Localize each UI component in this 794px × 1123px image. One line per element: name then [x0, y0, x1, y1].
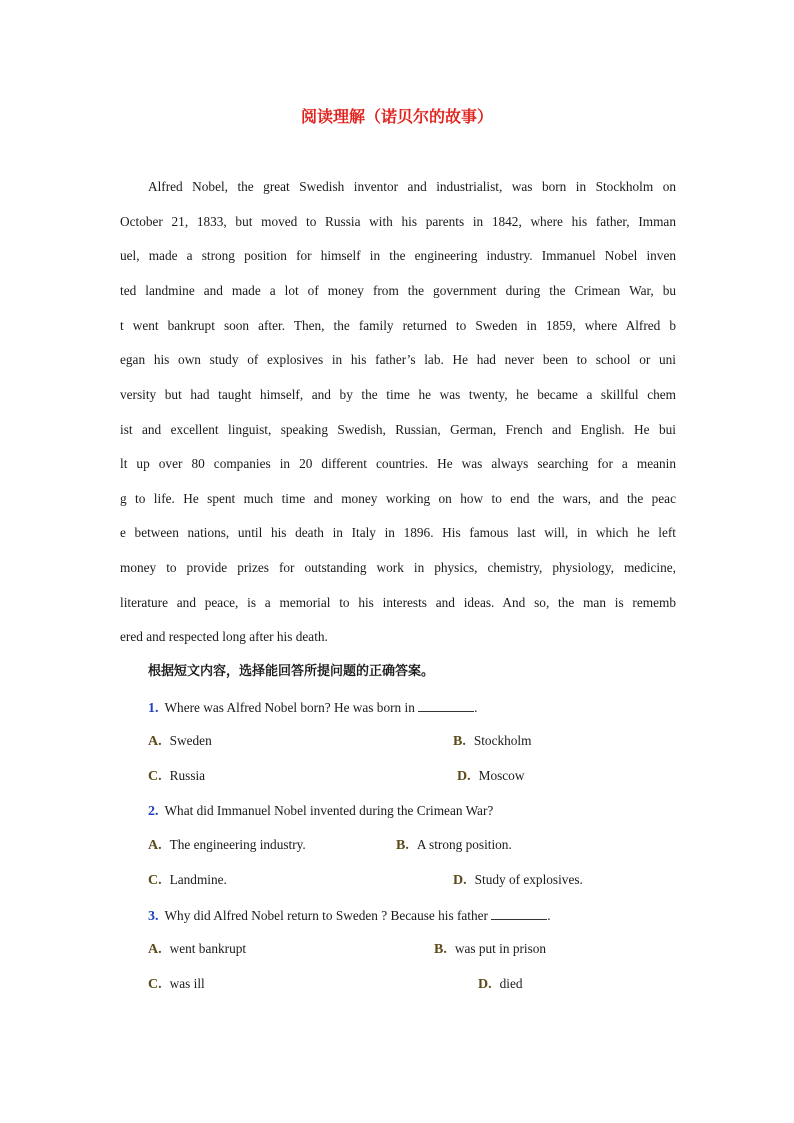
question-number: 3. — [148, 909, 159, 924]
option-text: died — [499, 976, 523, 991]
option-letter: D. — [457, 769, 471, 784]
option-letter: C. — [148, 873, 162, 888]
option-letter: B. — [434, 942, 447, 957]
question-number: 2. — [148, 804, 159, 819]
option-2c[interactable] — [148, 872, 227, 889]
question-2 — [148, 803, 493, 820]
option-letter: A. — [148, 734, 162, 749]
option-text: went bankrupt — [169, 941, 247, 956]
question-tail: . — [547, 908, 551, 923]
option-2a[interactable] — [148, 837, 306, 854]
option-letter: C. — [148, 977, 162, 992]
passage-line: versity but had taught himself, and by the time he was twenty, he became a skillful chem — [120, 387, 676, 402]
option-letter: D. — [478, 977, 492, 992]
option-1d[interactable] — [457, 768, 524, 785]
question-text: Where was Alfred Nobel born? He was born in — [164, 700, 415, 715]
passage-line: ist and excellent linguist, speaking Swedish, Russian, German, French and English. He bui — [120, 422, 676, 437]
passage-line: ted landmine and made a lot of money from the government during the Crimean War, bu — [120, 283, 676, 298]
passage-line: October 21, 1833, but moved to Russia with his parents in 1842, where his father, Imman — [120, 214, 676, 229]
option-letter: A. — [148, 942, 162, 957]
passage-line: t went bankrupt soon after. Then, the family returned to Sweden in 1859, where Alfred b — [120, 318, 676, 333]
instruction: 根据短文内容，选择能回答所提问题的正确答案。 — [148, 664, 435, 679]
option-letter: A. — [148, 838, 162, 853]
page-title: 阅读理解（诺贝尔的故事） — [300, 107, 493, 126]
question-text: Why did Alfred Nobel return to Sweden ? Because his father — [164, 908, 488, 923]
question-tail: . — [474, 700, 478, 715]
option-1c[interactable] — [148, 768, 205, 785]
answer-blank — [418, 699, 474, 712]
passage-line: literature and peace, is a memorial to his interests and ideas. And so, the man is rememb — [120, 595, 676, 610]
passage-line: e between nations, until his death in Italy in 1896. His famous last will, in which he left — [120, 525, 676, 540]
passage-line: lt up over 80 companies in 20 different countries. He was always searching for a meanin — [120, 456, 676, 471]
question-text: What did Immanuel Nobel invented during the Crimean War? — [164, 803, 494, 818]
option-text: Russia — [169, 768, 206, 783]
option-letter: D. — [453, 873, 467, 888]
option-letter: B. — [396, 838, 409, 853]
passage-line: ered and respected long after his death. — [120, 629, 328, 644]
option-3c[interactable] — [148, 976, 205, 993]
option-1b[interactable] — [453, 733, 531, 750]
passage-line: g to life. He spent much time and money working on how to end the wars, and the peac — [120, 491, 676, 506]
option-letter: C. — [148, 769, 162, 784]
question-1 — [148, 699, 478, 717]
option-3d[interactable] — [478, 976, 523, 993]
question-3 — [148, 907, 551, 925]
option-2d[interactable] — [453, 872, 583, 889]
option-text: Study of explosives. — [474, 872, 583, 887]
passage-line: money to provide prizes for outstanding work in physics, chemistry, physiology, medicine, — [120, 560, 676, 575]
passage-line: egan his own study of explosives in his father’s lab. He had never been to school or uni — [120, 352, 676, 367]
option-text: Stockholm — [473, 733, 532, 748]
option-text: A strong position. — [416, 837, 512, 852]
passage-line: uel, made a strong position for himself in the engineering industry. Immanuel Nobel inven — [120, 248, 676, 263]
passage-line: Alfred Nobel, the great Swedish inventor and industrialist, was born in Stockholm on — [148, 179, 676, 194]
option-3a[interactable] — [148, 941, 246, 958]
option-text: was put in prison — [454, 941, 547, 956]
option-text: The engineering industry. — [169, 837, 306, 852]
option-text: Sweden — [169, 733, 212, 748]
question-number: 1. — [148, 701, 159, 716]
option-2b[interactable] — [396, 837, 512, 854]
option-letter: B. — [453, 734, 466, 749]
option-text: was ill — [169, 976, 205, 991]
option-text: Moscow — [478, 768, 525, 783]
option-1a[interactable] — [148, 733, 212, 750]
answer-blank — [491, 907, 547, 920]
option-text: Landmine. — [169, 872, 227, 887]
option-3b[interactable] — [434, 941, 546, 958]
